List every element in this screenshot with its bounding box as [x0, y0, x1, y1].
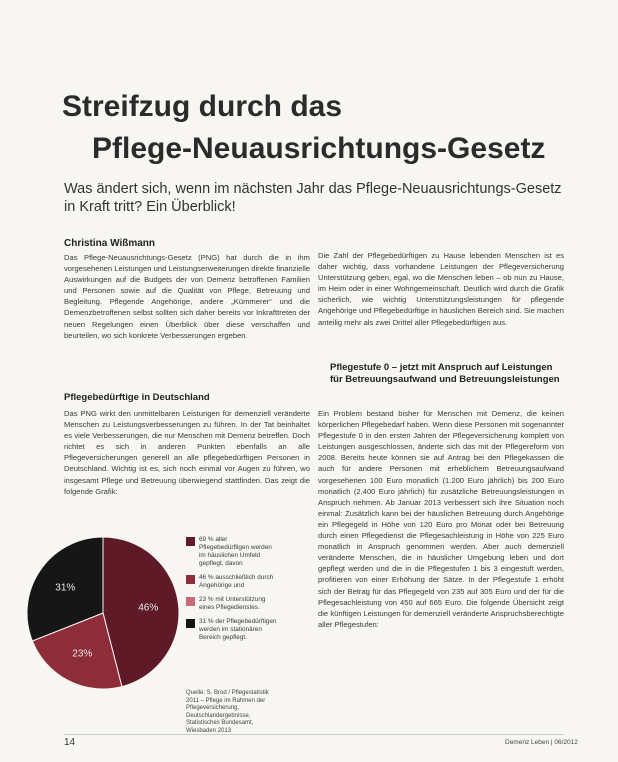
legend-item-1: [186, 574, 278, 590]
legend-item-2: [186, 596, 278, 612]
title-line-1: Streifzug durch das: [62, 90, 343, 123]
pie-label-1: 23%: [72, 648, 93, 660]
legend-swatch-1: [186, 575, 195, 584]
paragraph-pflegestufe0: Ein Problem bestand bisher für Menschen mit Demenz, die keinen körperlichen Pflegebedarf haben. Wenn diese Personen mit sogenannter Pflegestufe 0 in den ersten Jahren der Pflegeversicherung komplett von Leistungen ausgeschlossen, änderte sich das mit der Pflegereform von 2008. Bereits heute können sie auf Antrag bei den Pflegekassen die auch für andere Personen mit erheblichem Betreuungsaufwand vorgesehenen 100 Euro monatlich (1.200 Euro jährlich) bis 200 Euro monatlich (2.400 Euro jährlich) für zusätzliche Betreuungsleistungen in Anspruch nehmen. Ab Januar 2013 verbessert sich ihre Situation noch einmal: Zusätzlich kann bei der häuslichen Betreuung durch Angehörige ein Pflegegeld in Höhe von 120 Euro pro Monat oder bei Betreuung durch einen Pflegedienst die Pflegesachleistung in Höhe von 225 Euro monatlich in Anspruch genommen werden. Aber auch demenziell veränderte Menschen, die in häuslicher Umgebung leben und dort gepflegt werden und die in die Pflegestufen 1 bis 3 eingestuft werden, profitieren von einer Erhöhung der Sätze. In der Pflegestufe 1 erhöht sich der Betrag für das Pflegegeld von 235 auf 305 Euro und der für die Pflegesachleistung von 450 auf 665 Euro. Die folgende Übersicht zeigt die künftigen Leistungen für demenziell veränderte Anspruchsberechtigte aller Pflegestufen:: [318, 409, 564, 629]
lead-paragraph: Was ändert sich, wenn im nächsten Jahr das Pflege-Neuausrichtungs-Gesetz in Kraft tritt? Ein Überblick!: [64, 181, 562, 215]
legend-text-3: 31 % der Pflegebedürftigen werden im stationären Bereich gepflegt.: [199, 618, 277, 641]
legend-swatch-3: [186, 619, 195, 628]
legend-text-2: 23 % mit Unterstützung eines Pflegedienstes.: [199, 596, 266, 611]
pie-label-0: 46%: [138, 602, 159, 614]
paragraph-column2-top: Die Zahl der Pflegebedürftigen zu Hause lebenden Menschen ist es daher wichtig, dass vorhandene Leistungen der Pflegeversicherung Unterstützung geben, egal, wo die Menschen leben – ob nun zu Hause, im Heim oder in einer Wohngemeinschaft. Deutlich wird durch die Grafik sicherlich, wie wichtig Unterstützungsleistungen für pflegende Angehörige und Pflegebedürftige in häuslichen Bereich sind. Sie machen anteilig mehr als zwei Drittel aller Pflegebedürftigen aus.: [318, 251, 564, 327]
page-number: 14: [64, 737, 76, 748]
section-heading-pflegestufe0: Pflegestufe 0 – jetzt mit Anspruch auf Leistungen für Betreuungsaufwand und Betreuungsleistungen: [330, 362, 560, 385]
legend-item-3: [186, 618, 278, 642]
footer-publication: Demenz Leben | 06/2012: [505, 739, 578, 746]
title-line-2: Pflege-Neuausrichtungs-Gesetz: [92, 132, 546, 165]
pie-label-2: 31%: [55, 582, 76, 594]
paragraph-pflegebeduerftige: Das PNG wirkt den unmittelbaren Leistungen für demenziell veränderte Menschen zu Leistungsverbesserungen zu führen. In der Tat beinhaltet es viele Verbesserungen, die nur Menschen mit Demenz betreffen. Doch richtet es sich in anderen Punkten ebenfalls an alle Pflegeversicherungen generell an alle pflegebedürftigen Personen in Deutschland. Wichtig ist es, sich noch einmal vor Augen zu führen, wo insgesamt Pflege und Betreuung überwiegend stattfinden. Das zeigt die folgende Grafik:: [64, 409, 310, 496]
legend-swatch-2: [186, 597, 195, 606]
legend-text-1: 46 % ausschließlich durch Angehörige und: [199, 574, 274, 589]
legend-item-0: [186, 536, 278, 568]
section-heading-pflegebeduerftige: Pflegebedürftige in Deutschland: [64, 392, 210, 403]
intro-paragraph: Das Pflege-Neuausrichtungs-Gesetz (PNG) hat durch die in ihm vorgesehenen Leistungen und Leistungserweiterungen direkte finanzielle Auswirkungen auf die Budgets der von Demenz betroffenen Familien und Personen sowie auf die Qualität von Pflege, Betreuung und Begleitung. Pflegende Angehörige, andere „Kümmerer“ und die Demenzbetroffenen selbst sollten sich daher bereits vor Inkrafttreten der neuen Regelungen einen Überblick über diese verschaffen und beurteilen, wo sich konkrete Verbesserungen ergeben.: [64, 253, 310, 340]
author-name: Christina Wißmann: [64, 238, 156, 249]
footer-divider: [64, 734, 564, 735]
legend-swatch-0: [186, 537, 195, 546]
chart-legend: [186, 536, 278, 648]
chart-source: Quelle: S. Brod / Pflegestatistik 2011 – Pflege im Rahmen der Pflegeversicherung, Deutschlandergebnisse, Statistisches Bundesamt, Wiesbaden 2013: [186, 690, 269, 734]
legend-text-0: 69 % aller Pflegebedürftigen werden im häuslichen Umfeld gepflegt, davon: [199, 536, 272, 567]
pie-chart: [18, 528, 188, 698]
